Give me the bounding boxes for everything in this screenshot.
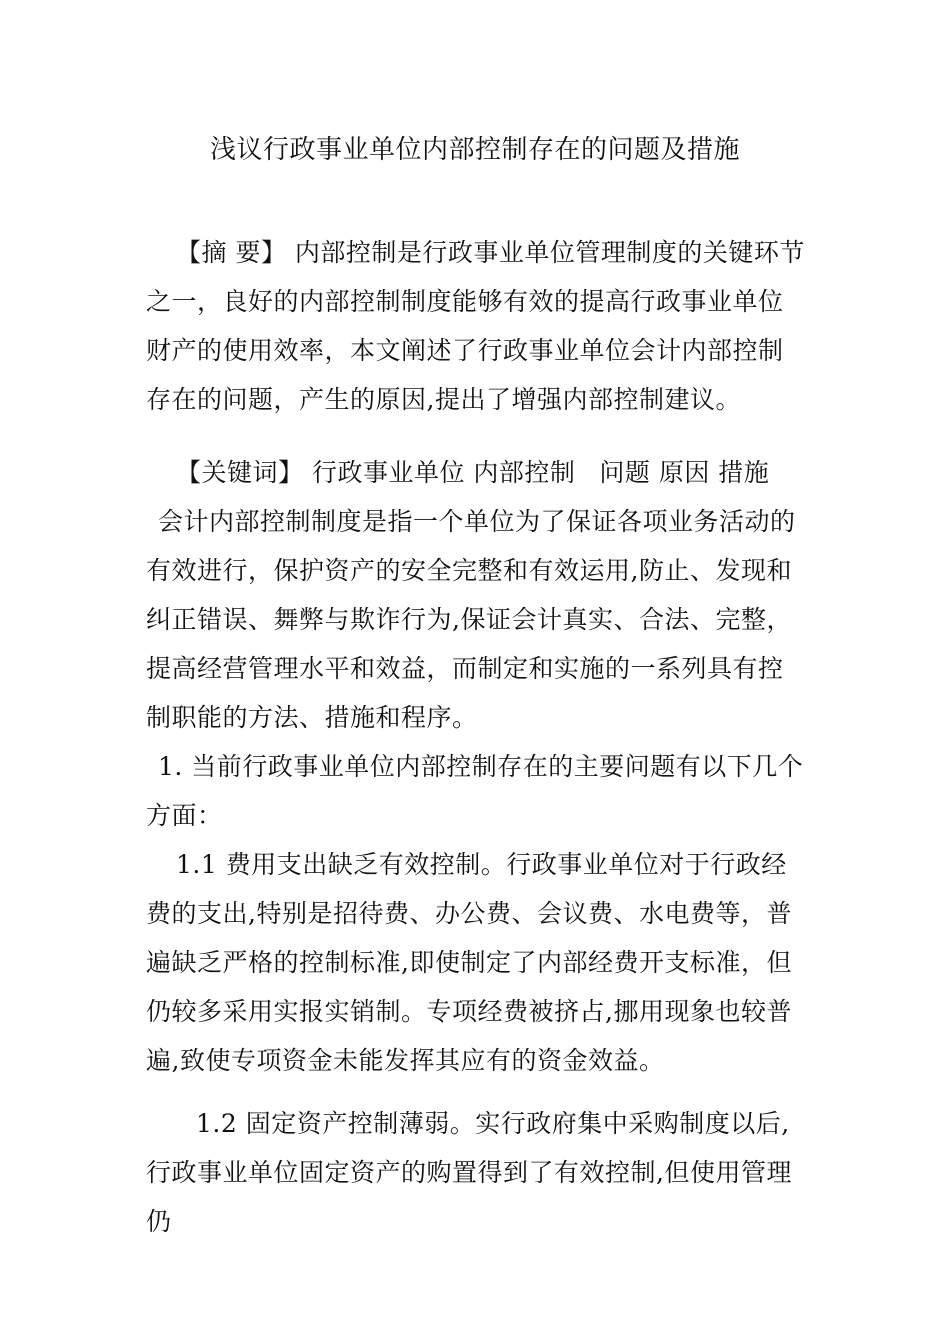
- keywords-tail: 问题 原因 措施: [599, 458, 770, 487]
- intro-paragraph: 会计内部控制制度是指一个单位为了保证各项业务活动的有效进行，保护资产的安全完整和有效运用,防止、发现和纠正错误、舞弊与欺诈行为,保证会计真实、合法、完整，提高经营管理水平和效益，而制定和实施的一系列具有控制职能的方法、措施和程序。: [146, 507, 796, 732]
- section-1-2-paragraph: 1.2 固定资产控制薄弱。实行政府集中采购制度以后,行政事业单位固定资产的购置得到了有效控制,但使用管理仍: [146, 1109, 792, 1236]
- document-body: [146, 228, 806, 1246]
- keywords-paragraph: [146, 448, 806, 497]
- section-1-heading: 1. 当前行政事业单位内部控制存在的主要问题有以下几个方面：: [146, 752, 804, 830]
- paragraph-gap: [146, 424, 806, 448]
- section-1-1-paragraph: 1.1 费用支出缺乏有效控制。行政事业单位对于行政经费的支出,特别是招待费、办公费、会议费、水电费等，普遍缺乏严格的控制标准,即使制定了内部经费开支标准，但仍较多采用实报实销制。专项经费被挤占,挪用现象也较普遍,致使专项资金未能发挥其应有的资金效益。: [146, 850, 792, 1075]
- keywords-lead: 【关键词】 行政事业单位 内部控制: [176, 458, 576, 487]
- document-title: 浅议行政事业单位内部控制存在的问题及措施: [209, 135, 740, 165]
- abstract-paragraph: 【摘 要】 内部控制是行政事业单位管理制度的关键环节之一，良好的内部控制制度能够有效的提高行政事业单位财产的使用效率，本文阐述了行政事业单位会计内部控制存在的问题，产生的原因,提出了增强内部控制建议。: [146, 238, 805, 414]
